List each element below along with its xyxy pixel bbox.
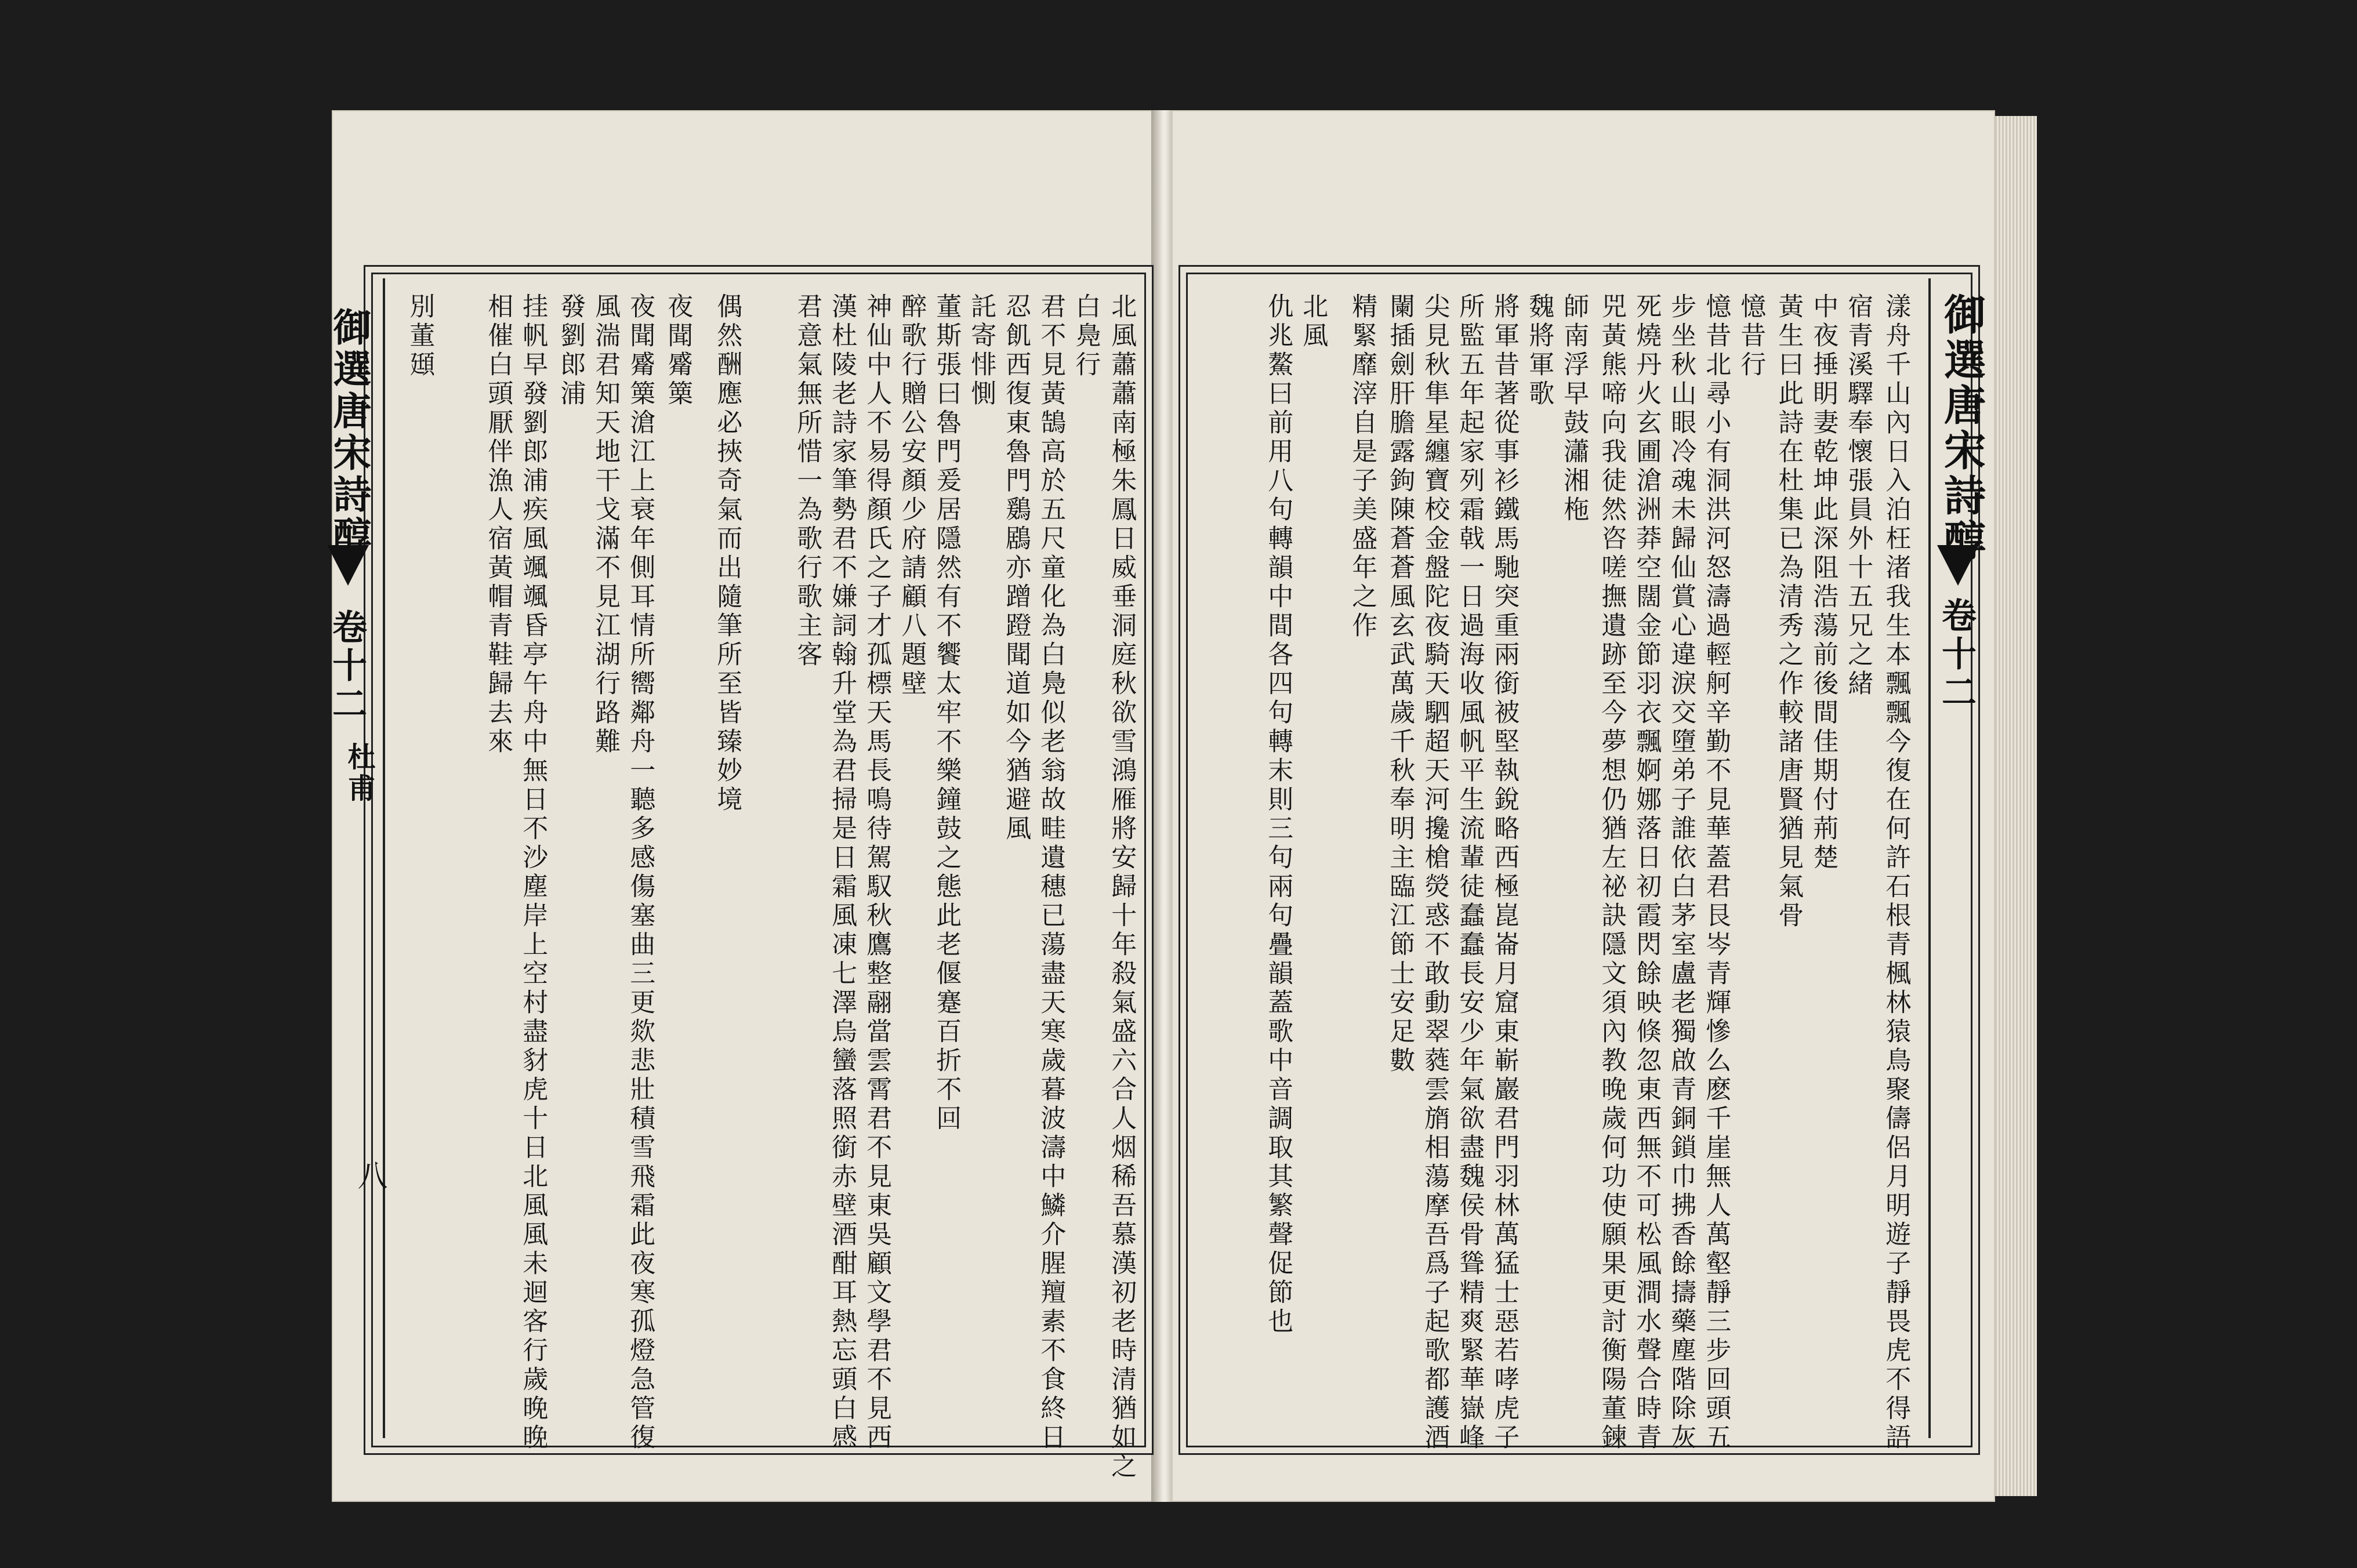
left-col-3: 君不見黃鵠高於五尺童化為白鳧似老翁故畦遺穗已蕩盡天寒歲暮波濤中鱗介腥羶素不食終日 — [1036, 293, 1066, 1453]
right-col-1: 漾舟千山內日入泊枉渚我生本飄飄今復在何許石根青楓林猿鳥聚儔侶月明遊子靜畏虎不得語 — [1881, 293, 1911, 1453]
right-col-11: 魏將軍歌 — [1524, 293, 1554, 409]
right-col-10: 師南浮早鼓瀟湘柂 — [1559, 293, 1589, 525]
left-col-9: 漢杜陵老詩家筆勢君不嫌詞翰升堂為君掃是日霜風凍七澤烏蠻落照銜赤壁酒酣耳熱忘頭白感 — [827, 293, 857, 1453]
right-col-13: 所監五年起家列霜戟一日過海收風帆平生流輩徒蠢蠢長安少年氣欲盡魏侯骨聳精爽緊華嶽峰 — [1455, 293, 1485, 1453]
right-col-18: 仇兆鰲曰前用八句轉韻中間各四句轉末則三句兩句疊韻蓋歌中音調取其繁聲促節也 — [1263, 293, 1293, 1337]
left-fish-tail-icon — [327, 545, 369, 586]
left-col-12: 夜聞觱篥 — [663, 293, 693, 409]
left-col-15: 發劉郎浦 — [556, 293, 586, 409]
right-band-title: 御選唐宋詩醇 — [1937, 293, 1986, 564]
left-band-volume: 卷十二 — [327, 609, 367, 724]
left-col-14: 風湍君知天地干戈滿不見江湖行路難 — [590, 293, 621, 757]
right-col-9: 兕黃熊啼向我徒然咨嗟撫遺跡至今夢想仍猶左祕訣隱文須內教晚歲何功使願果更討衡陽董鍊 — [1597, 293, 1627, 1453]
left-fold-line — [383, 278, 385, 1438]
right-fish-tail-icon — [1937, 545, 1979, 586]
left-col-5: 託寄悱惻 — [966, 293, 996, 409]
left-col-2: 白鳧行 — [1071, 293, 1101, 380]
left-col-17: 相催白頭厭伴漁人宿黃帽青鞋歸去來 — [483, 293, 513, 757]
page-edges — [1995, 116, 2037, 1496]
left-col-7: 醉歌行贈公安顏少府請顧八題壁 — [897, 293, 927, 699]
right-fold-line — [1928, 278, 1931, 1438]
right-col-16: 精緊靡滓自是子美盛年之作 — [1347, 293, 1377, 641]
left-col-4: 忍飢西復東魯門鶢鶋亦蹭蹬聞道如今猶避風 — [1001, 293, 1031, 844]
left-col-6: 董斯張曰魯門爰居隱然有不饗太牢不樂鐘鼓之態此老偃蹇百折不回 — [931, 293, 962, 1134]
right-col-4: 黃生曰此詩在杜集已為清秀之作較諸唐賢猶見氣骨 — [1774, 293, 1804, 931]
right-col-17: 北風 — [1298, 293, 1328, 351]
left-col-18: 別董頲 — [405, 293, 435, 380]
left-band-title: 御選唐宋詩醇 — [327, 307, 372, 558]
left-col-10: 君意氣無所惜一為歌行歌主客 — [792, 293, 822, 670]
right-band-volume: 卷十二 — [1936, 597, 1977, 712]
left-col-8: 神仙中人不易得顏氏之子才孤標天馬長鳴待駕馭秋鷹整翮當雲霄君不見東吳顧文學君不見西 — [862, 293, 892, 1453]
right-col-2: 宿青溪驛奉懷張員外十五兄之緒 — [1843, 293, 1873, 699]
right-col-8: 死燒丹火玄圃滄洲莽空闊金節羽衣飄婀娜落日初霞閃餘映倏忽東西無不可松風澗水聲合時青 — [1631, 293, 1662, 1453]
right-col-7: 步坐秋山眼冷魂未歸仙賞心違淚交墮弟子誰依白茅室盧老獨啟青銅鎖巾拂香餘擣藥塵階除灰 — [1666, 293, 1696, 1453]
right-col-14: 尖見秋隼星纏寶校金盤陀夜騎天駟超天河攙槍熒惑不敢動翠蕤雲旓相蕩摩吾爲子起歌都護酒 — [1420, 293, 1450, 1453]
right-col-12: 將軍昔著從事衫鐵馬馳突重兩銜被堅執銳略西極崑崙月窟東嶄巖君門羽林萬猛士惡若哮虎子 — [1489, 293, 1520, 1453]
left-col-16: 挂帆早發劉郎浦疾風颯颯昏亭午舟中無日不沙塵岸上空村盡豺虎十日北風風未迴客行歲晚晚 — [518, 293, 548, 1453]
right-col-15: 闌插劍肝膽露鉤陳蒼蒼風玄武萬歲千秋奉明主臨江節士安足數 — [1385, 293, 1415, 1076]
left-band-author: 杜甫 — [343, 742, 375, 805]
left-page-number: 八 — [352, 1160, 387, 1190]
right-col-6: 憶昔北尋小有洞洪河怒濤過輕舸辛勤不見華蓋君艮岑青輝慘么麽千崖無人萬壑靜三步回頭五 — [1701, 293, 1731, 1453]
left-col-11: 偶然酬應必挾奇氣而出隨筆所至皆臻妙境 — [712, 293, 742, 815]
right-col-5: 憶昔行 — [1736, 293, 1766, 380]
left-col-1: 北風蕭蕭南極朱鳳日威垂洞庭秋欲雪鴻雁將安歸十年殺氣盛六合人烟稀吾慕漢初老時清猶如之 — [1107, 293, 1137, 1482]
right-col-3: 中夜捶眀妻乾坤此深阻浩蕩前後間佳期付荊楚 — [1808, 293, 1839, 873]
left-col-13: 夜聞觱篥滄江上衰年側耳情所嚮鄰舟一聽多感傷塞曲三更欻悲壯積雪飛霜此夜寒孤燈急管復 — [625, 293, 655, 1453]
